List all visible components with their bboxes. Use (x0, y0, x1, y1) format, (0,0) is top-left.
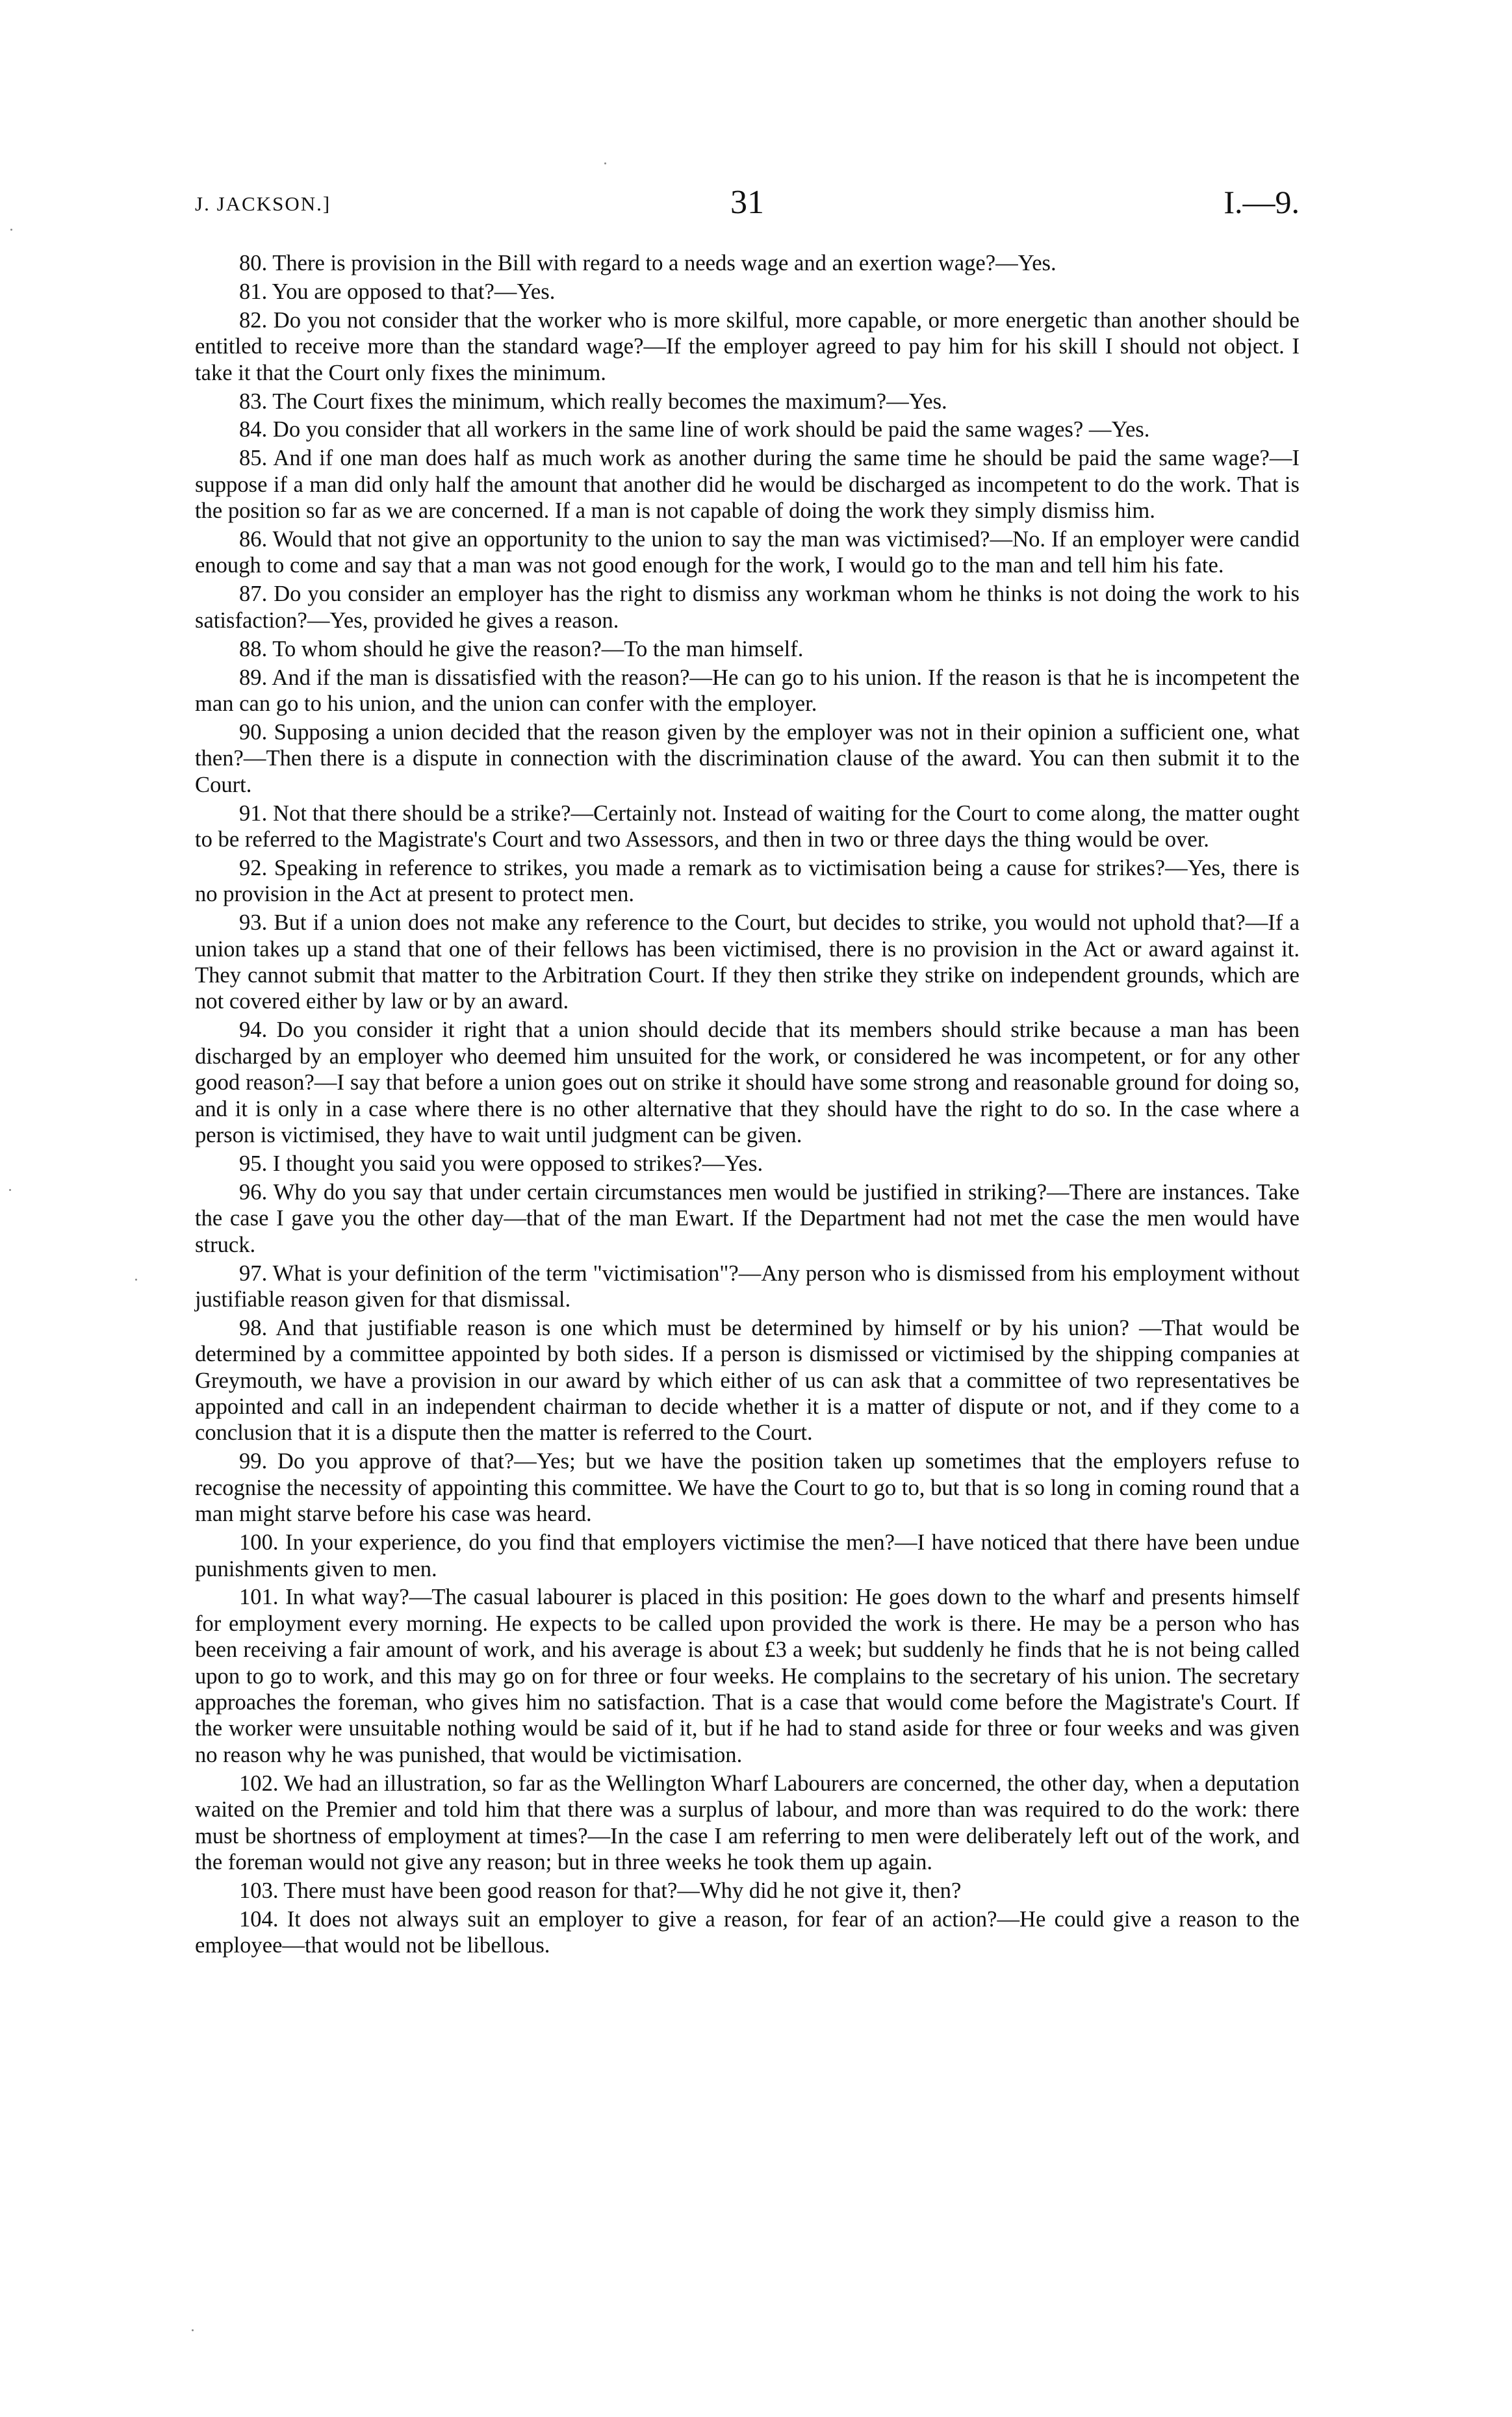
paragraph-104: 104. It does not always suit an employer to give a reason, for fear of an action?—He could give a reason to the employee—that would not be libellous. (195, 1906, 1300, 1958)
paragraph-81: 81. You are opposed to that?—Yes. (239, 279, 556, 304)
paragraph-94: 94. Do you consider it right that a union should decide that its members should strike because a man has been discharged by an employer who deemed him unsuited for the work, or considered he was incompetent, or for any other good reason?—I say that before a union goes out on strike it should have some strong and reasonable ground for doing so, and it is only in a case where there is no other alternative that they should have the right to do so. In the case where a person is victimised, they have to wait until judgment can be given. (195, 1017, 1300, 1147)
paragraph-93: 93. But if a union does not make any reference to the Court, but decides to strike, you would not uphold that?—If a union takes up a stand that one of their fellows has been victimised, there is no provision in the Act or award against it. They cannot submit that matter to the Arbitration Court. If they then strike they strike on independent grounds, which are not covered either by law or by an award. (195, 910, 1300, 1014)
paragraph-85: 85. And if one man does half as much work as another during the same time he should be paid the same wage?—I suppose if a man did only half the amount that another did he would be discharged as incompetent to do the work. That is the position so far as we are concerned. If a man is not capable of doing the work they simply dismiss him. (195, 446, 1300, 524)
paragraph-91: 91. Not that there should be a strike?—Certainly not. Instead of waiting for the Court to come along, the matter ought to be referred to the Magistrate's Court and two Assessors, and then in two or three days the thing would be over. (195, 800, 1300, 852)
paper-speck (604, 162, 606, 164)
paragraph-98: 98. And that justifiable reason is one which must be determined by himself or by his union? —That would be determined by a committee appointed by both sides. If a person is dismissed or victimised by the shipping companies at Greymouth, we have a provision in our award by which either of us can ask that a committee of two representatives be appointed and call in an independent chairman to decide whether it is a matter of dispute or not, and if they come to a conclusion that it is a dispute then the matter is referred to the Court. (195, 1315, 1300, 1446)
paragraph-82: 82. Do you not consider that the worker who is more skilful, more capable, or more energetic than another should be entitled to receive more than the standard wage?—If the employer agreed to pay him for his skill I should not object. I take it that the Court only fixes the minimum. (195, 307, 1300, 385)
paragraph-103: 103. There must have been good reason for that?—Why did he not give it, then? (239, 1878, 962, 1903)
paragraph-95: 95. I thought you said you were opposed to strikes?—Yes. (239, 1151, 763, 1176)
paragraph-101: 101. In what way?—The casual labourer is placed in this position: He goes down to the wharf and presents himself for employment every morning. He expects to be called upon provided the work is there. He may be a person who has been receiving a fair amount of work, and his average is about £3 a week; but suddenly he finds that he is not being called upon to go to work, and this may go on for three or four weeks. He complains to the secretary of his union. The secretary approaches the foreman, who gives him no satisfaction. That is a case that would come before the Magistrate's Court. If the worker were unsuitable nothing would be said of it, but if he had to stand aside for three or four weeks and was given no reason why he was punished, that would be victimisation. (195, 1585, 1300, 1767)
paragraph-92: 92. Speaking in reference to strikes, you made a remark as to victimisation being a cause for strikes?—Yes, there is no provision in the Act at present to protect men. (195, 855, 1300, 907)
paragraph-96: 96. Why do you say that under certain circumstances men would be justified in striking?—There are instances. Take the case I gave you the other day—that of the man Ewart. If the Department had not met the case the men would have struck. (195, 1179, 1300, 1257)
witness-name: J. JACKSON.] (195, 192, 331, 215)
paragraph-90: 90. Supposing a union decided that the reason given by the employer was not in their opinion a sufficient one, what then?—Then there is a dispute in connection with the discrimination clause of the award. You can then submit it to the Court. (195, 719, 1300, 797)
document-reference: I.—9. (1224, 184, 1300, 220)
paper-speck (10, 229, 12, 231)
paragraph-83: 83. The Court fixes the minimum, which really becomes the maximum?—Yes. (239, 389, 947, 414)
paragraph-86: 86. Would that not give an opportunity to the union to say the man was victimised?—No. If an employer were candid enough to come and say that a man was not good enough for the work, I would go to the man and tell him his fate. (195, 527, 1300, 578)
paragraph-99: 99. Do you approve of that?—Yes; but we have the position taken up sometimes that the employers refuse to recognise the necessity of appointing this committee. We have the Court to go to, but that is so long in coming round that a man might starve before his case was heard. (195, 1449, 1300, 1527)
paragraph-89: 89. And if the man is dissatisfied with the reason?—He can go to his union. If the reason is that he is incompetent the man can go to his union, and the union can confer with the employer. (195, 665, 1300, 716)
paper-speck (135, 1279, 137, 1281)
paragraph-100: 100. In your experience, do you find that employers victimise the men?—I have noticed that there have been undue punishments given to men. (195, 1530, 1300, 1581)
paragraph-97: 97. What is your definition of the term "victimisation"?—Any person who is dismissed from his employment without justifiable reason given for that dismissal. (195, 1260, 1300, 1312)
paper-speck (192, 2329, 194, 2331)
testimony-body (195, 250, 1300, 1961)
paragraph-88: 88. To whom should he give the reason?—To the man himself. (239, 636, 804, 661)
paper-speck (9, 1189, 11, 1191)
paragraph-87: 87. Do you consider an employer has the right to dismiss any workman whom he thinks is not doing the work to his satisfaction?—Yes, provided he gives a reason. (195, 582, 1300, 633)
paragraph-84: 84. Do you consider that all workers in the same line of work should be paid the same wages? —Yes. (239, 417, 1150, 442)
page-number: 31 (730, 184, 764, 221)
page-header (195, 183, 1300, 229)
paragraph-102: 102. We had an illustration, so far as the Wellington Wharf Labourers are concerned, the other day, when a deputation waited on the Premier and told him that there was a surplus of labour, and more than was required to do the work: there must be shortness of employment at times?—In the case I am referring to men were deliberately left out of the work, and the foreman would not give any reason; but in three weeks he took them up again. (195, 1771, 1300, 1874)
paragraph-80: 80. There is provision in the Bill with regard to a needs wage and an exertion wage?—Yes. (239, 251, 1057, 275)
